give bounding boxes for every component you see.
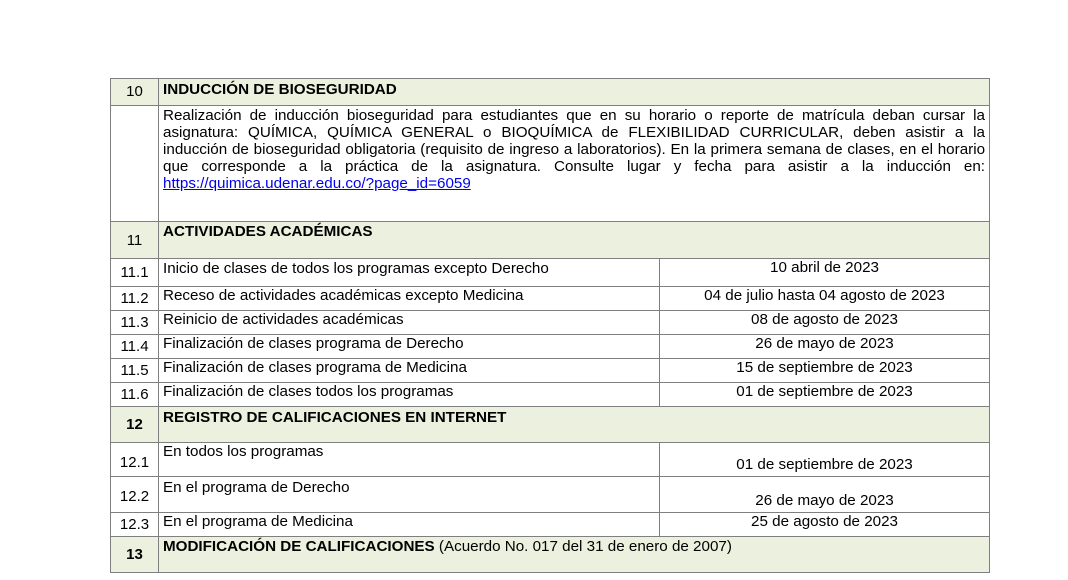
section-10-body — [111, 106, 990, 222]
table-row — [111, 513, 990, 537]
section-13-title: MODIFICACIÓN DE CALIFICACIONES — [163, 538, 435, 555]
row-activity: Receso de actividades académicas excepto Medicina — [159, 287, 660, 311]
row-date: 26 de mayo de 2023 — [660, 477, 990, 513]
row-date: 26 de mayo de 2023 — [660, 335, 990, 359]
row-date: 01 de septiembre de 2023 — [660, 383, 990, 407]
row-number: 11.2 — [111, 287, 159, 311]
table-row — [111, 383, 990, 407]
section-10-number: 10 — [111, 79, 159, 106]
row-number: 11.1 — [111, 259, 159, 287]
row-date: 15 de septiembre de 2023 — [660, 359, 990, 383]
section-10-header — [111, 79, 990, 106]
section-12-number: 12 — [111, 407, 159, 443]
row-activity: En el programa de Medicina — [159, 513, 660, 537]
section-13-heading — [159, 537, 990, 573]
section-12-header — [111, 407, 990, 443]
induction-link[interactable]: https://quimica.udenar.edu.co/?page_id=6059 — [163, 175, 471, 192]
row-date: 08 de agosto de 2023 — [660, 311, 990, 335]
academic-calendar-table — [110, 78, 990, 573]
table-row — [111, 443, 990, 477]
section-10-paragraph — [159, 106, 990, 222]
section-10-empty-cell — [111, 106, 159, 222]
table-row — [111, 335, 990, 359]
row-activity: Finalización de clases programa de Derecho — [159, 335, 660, 359]
row-number: 11.5 — [111, 359, 159, 383]
row-activity: En todos los programas — [159, 443, 660, 477]
row-number: 12.1 — [111, 443, 159, 477]
table-row — [111, 359, 990, 383]
table-row — [111, 259, 990, 287]
row-activity: Finalización de clases todos los programas — [159, 383, 660, 407]
section-10-text: Realización de inducción bioseguridad para estudiantes que en su horario o reporte de matrícula deban cursar la asignatura: QUÍMICA, QUÍMICA GENERAL o BIOQUÍMICA de FLEXIBILIDAD CURRICULAR, deben asistir a la inducción de bioseguridad obligatoria (requisito de ingreso a laboratorios). En la primera semana de clases, en el horario que corresponde a la práctica de la asignatura. Consulte lugar y fecha para asistir a la inducción en: — [163, 107, 986, 175]
row-number: 11.6 — [111, 383, 159, 407]
row-date: 10 abril de 2023 — [660, 259, 990, 287]
section-13-header — [111, 537, 990, 573]
row-number: 11.3 — [111, 311, 159, 335]
row-date: 04 de julio hasta 04 agosto de 2023 — [660, 287, 990, 311]
section-12-title: REGISTRO DE CALIFICACIONES EN INTERNET — [159, 407, 990, 443]
section-11-number: 11 — [111, 222, 159, 259]
section-11-title: ACTIVIDADES ACADÉMICAS — [159, 222, 990, 259]
row-number: 12.3 — [111, 513, 159, 537]
table-row — [111, 287, 990, 311]
section-11-header — [111, 222, 990, 259]
row-activity: Reinicio de actividades académicas — [159, 311, 660, 335]
table-row — [111, 311, 990, 335]
row-date: 25 de agosto de 2023 — [660, 513, 990, 537]
row-number: 12.2 — [111, 477, 159, 513]
section-10-title: INDUCCIÓN DE BIOSEGURIDAD — [159, 79, 990, 106]
row-activity: Finalización de clases programa de Medicina — [159, 359, 660, 383]
section-13-subtitle: (Acuerdo No. 017 del 31 de enero de 2007) — [434, 538, 732, 555]
table-row — [111, 477, 990, 513]
row-date: 01 de septiembre de 2023 — [660, 443, 990, 477]
row-number: 11.4 — [111, 335, 159, 359]
row-activity: Inicio de clases de todos los programas excepto Derecho — [159, 259, 660, 287]
row-activity: En el programa de Derecho — [159, 477, 660, 513]
section-13-number: 13 — [111, 537, 159, 573]
